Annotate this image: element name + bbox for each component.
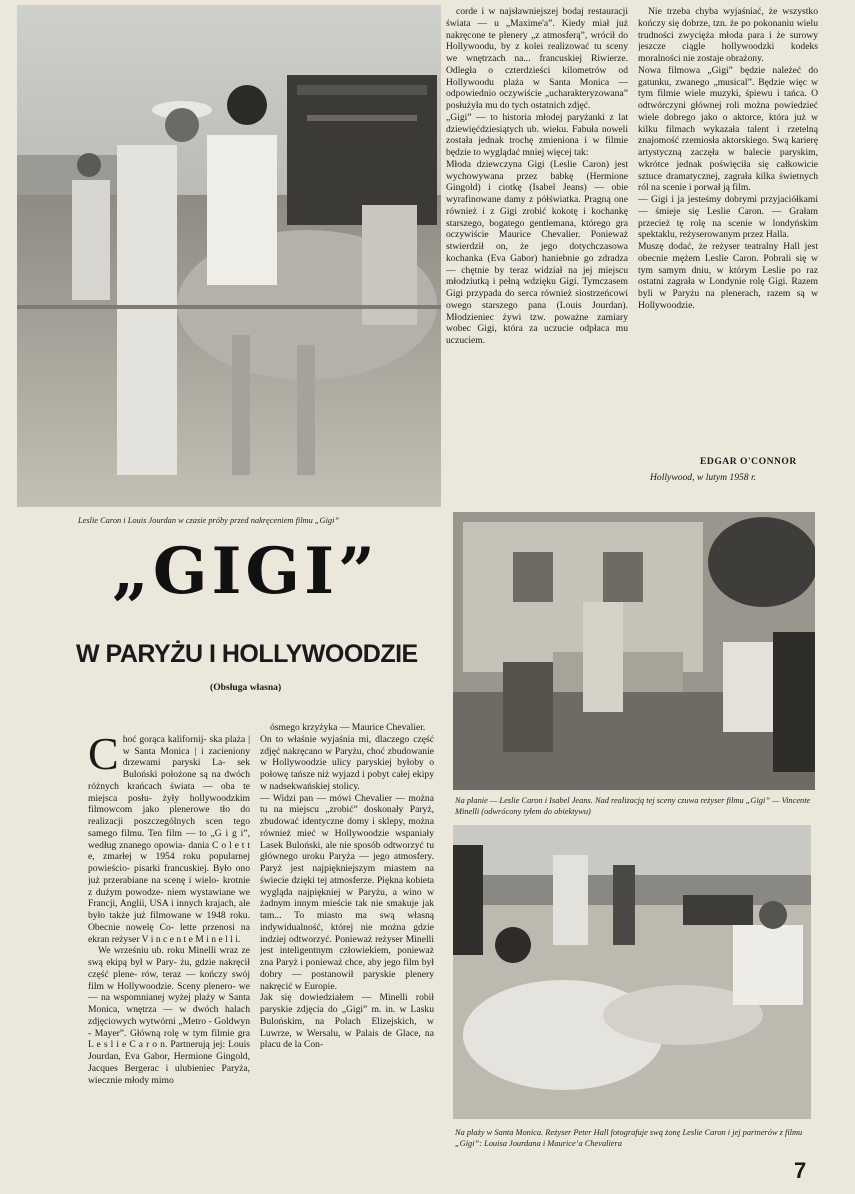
article-column-3: corde i w najsławniejszej bodaj restauracji świata — u „Maxime'a”. Kiedy miał już nakręcone te plenery „z atmosferą”, wrócił do Hollywoodu, by z kolei realizować tu sceny we wnętrzach na... francuskiej Riwierze. Odległa o czterdzieści kilometrów od Hollywoodu plaża w Santa Monica — odpowiednio oczywiście „ucharakteryzowana” posłużyła mu do tych ostatnich zdjęć. „Gigi” — to historia młodej paryżanki z lat dziewięćdziesiątych ub. wieku. Fabuła noweli została jednak trochę zmieniona i w filmie będzie to wyglądać mniej więcej tak: Młoda dziewczyna Gigi (Leslie Caron) jest wychowywana przez babkę (Hermione Gingold) i ciotkę (Isabel Jeans) — obie wyrafinowane damy z półświatka. Pragną one również i z Gigi zrobić kokotę i kochankę starszego, bogatego gentlemana, którego gra oczywiście Maurice Chevalier. Ponieważ stwierdził on, że jego dotychczasowa kochanka (Eva Gabor) haniebnie go zdradza — chętnie by teraz widział na jej miejscu młodziutką i pełną wdzięku Gigi. Tymczasem Gigi przypada do serca również siostrzeńcowi owego starszego pana (Louis Jourdan). Młodzieniec żywi tzw. poważne zamiary wobec Gigi, która za uczucie odpłaca mu uczuciem.	[446, 6, 628, 346]
column-1-paragraph-1: hoć gorąca kalifornij- ska plaża | w Santa Monica | i zacieniony drzewami paryski La- sek Buloński położone są na dwóch różnych krańcach świata — oba te miejsca posłu- żyły hollywoodzkim filmowcom jako plenerowe tło do realizacji poszczególnych scen tego samego filmu. Ten film — to „G i g i”, według znanego opowia- dania C o l e t t e, zmarłej w 1954 roku popularnej powieścio- pisarki francuskiej. Było ono już przerabiane na scenę i wielo- krotnie z dużym powodze- niem wystawiane we Francji, Anglii, USA i innych krajach, ale było także już filmowane w 1948 roku. Obecnie nowelę Co- lette przenosi na ekran reżyser V i n c e n t e M i n e l l i.	[88, 733, 250, 945]
article-subtitle: W PARYŻU I HOLLYWOODZIE	[76, 640, 418, 668]
photo-middle-caption: Na planie — Leslie Caron i Isabel Jeans. Nad realizacją tej sceny czuwa reżyser filmu „Gigi” — Vincente Minelli (odwrócony tyłem do obiektywu)	[455, 796, 811, 816]
photo-bottom-caption: Na plaży w Santa Monica. Reżyser Peter Hall fotografuje swą żonę Leslie Caron i jej partnerów z filmu „Gigi”: Louisa Jourdana i Maurice’a Chevaliera	[455, 1128, 803, 1148]
byline-note: (Obsługa własna)	[210, 682, 282, 693]
article-title: „GIGI”	[112, 534, 379, 609]
photo-santa-monica-beach	[453, 825, 811, 1119]
drop-cap: C	[88, 727, 119, 779]
photo-film-set	[453, 512, 815, 790]
article-column-4: Nie trzeba chyba wyjaśniać, że wszystko kończy się dobrze, tzn. że po pokonaniu wielu trudności zwycięża młoda para i że surowy jeszcze ciągle hollywoodzki kodeks moralności nie zostaje obrażony. Nowa filmowa „Gigi” będzie należeć do gatunku, zwanego „musical”. Będzie więc w tym filmie wiele muzyki, śpiewu i tańca. O odtwórczyni głównej roli można powiedzieć wiele dobrego jako o aktorce, która już w kilku filmach wykazała talent i rzetelną znajomość rzemiosła aktorskiego. Swą karierę artystyczną zaczęła w balecie paryskim, wkrótce jednak poświęciła się całkowicie sztuce dramatycznej, zagrała kilka świetnych ról na scenie i porwał ją film. — Gigi i ja jesteśmy dobrymi przyjaciółkami — śmieje się Leslie Caron. — Grałam przecież tę rolę na scenie w londyńskim spektaklu, reżyserowanym przez Halla. Muszę dodać, że reżyser teatralny Hall jest obecnie mężem Leslie Caron. Pobrali się w tym samym dniu, w którym Leslie po raz ostatni zagrała w Londynie rolę Gigi. Razem byli w Paryżu na plenerach, razem są w Hollywoodzie.	[638, 6, 818, 311]
article-dateline: Hollywood, w lutym 1958 r.	[650, 472, 757, 483]
column-1-paragraph-2: We wrześniu ub. roku Minelli wraz ze swą ekipą był w Pary- żu, gdzie nakręcił część plene- rów, teraz — kończy swój film w Hollywoodzie. Sceny plenero- we — na wspomnianej wyżej plaży w Santa Monica, wnętrza — w dwóch halach zdjęciowych wytwórni „Metro - Goldwyn - Mayer”. Główną rolę w tym filmie gra L e s l i e C a r o n. Partnerują jej: Louis Jourdan, Eva Gabor, Hermione Gingold, Jacques Bergerac i ulubieniec Paryża, wiecznie młody mimo	[88, 945, 250, 1086]
article-column-1	[88, 722, 250, 1167]
photo-beach-donkey	[17, 5, 441, 507]
photo-top-caption: Leslie Caron i Louis Jourdan w czasie próby przed nakręceniem filmu „Gigi”	[78, 516, 340, 525]
page-number: 7	[794, 1158, 807, 1183]
article-author: EDGAR O'CONNOR	[700, 456, 797, 467]
article-column-2: ósmego krzyżyka — Maurice Chevalier. On to właśnie wyjaśnia mi, dlaczego część zdjęć nakręcano w Paryżu, choć zbudowanie w Hollywoodzie ulicy paryskiej byłoby o połowę tańsze niż wyjazd i pobyt całej ekipy w nadsekwańskiej stolicy. — Widzi pan — mówi Chevalier — można tu na miejscu „zrobić” doskonały Paryż, zbudować identyczne domy i sklepy, można również mieć w Hollywoodzie wspaniały Lasek Buloński, ale nie sposób odtworzyć tu głównego uroku Paryża — jego atmosfery. Paryż jest najpiękniejszym miastem na świecie dzięki tej atmosferze. Piękna kobieta wygląda najpiękniej w Paryżu, a wino w żadnym innym mieście tak nie smakuje jak tam... To miasto ma swą własną indywidualność, której nie można gdzie indziej odtworzyć. Ponieważ reżyser Minelli jest inteligentnym człowiekiem, ponieważ zna Paryż i ponieważ chce, aby jego film był dobry — postanowił paryskie plenery nakręcić w Europie. Jak się dowiedziałem — Minelli robił paryskie zdjęcia do „Gigi” m. in. w Lasku Bulońskim, na Polach Elizejskich, w Luwrze, w Wersalu, w Palais de Glace, na placu de la Con-	[260, 722, 434, 1051]
